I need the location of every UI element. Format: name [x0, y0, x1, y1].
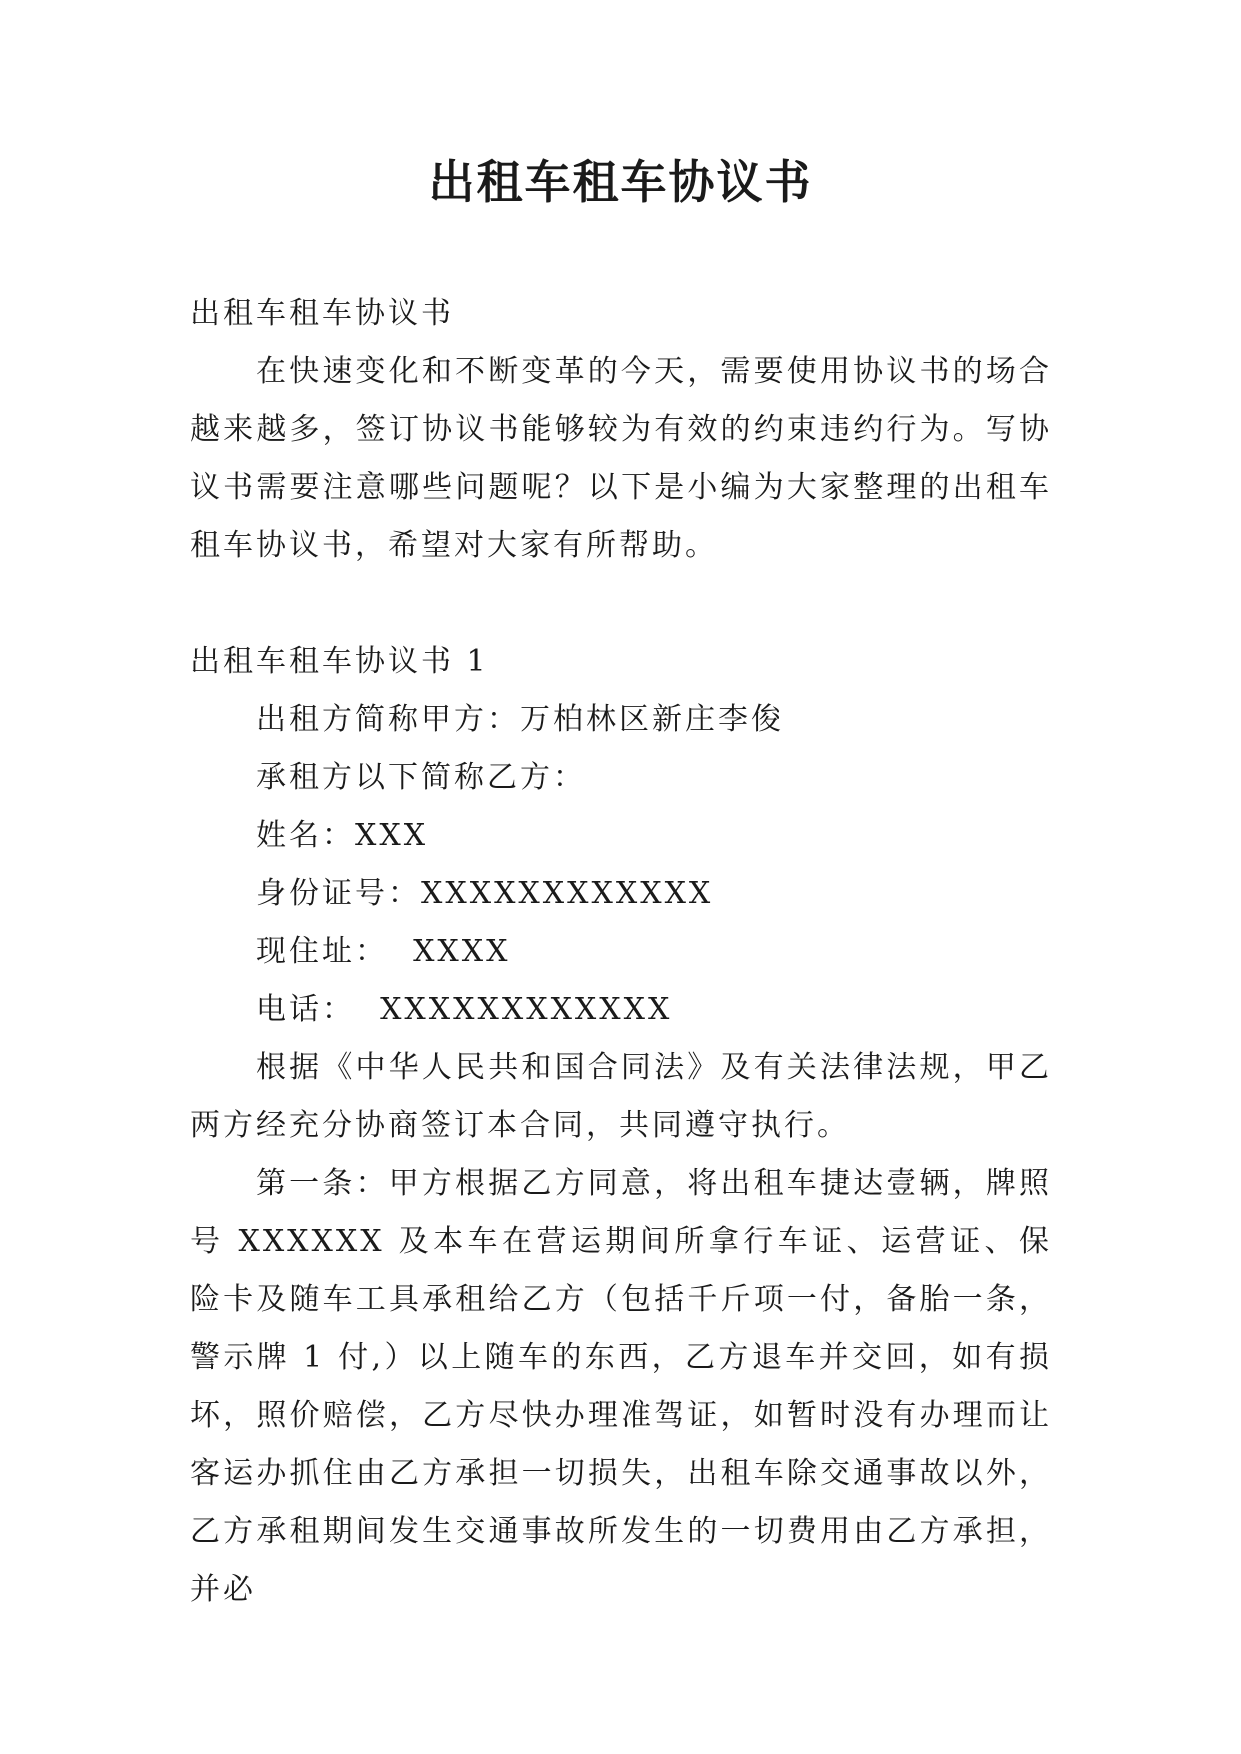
address-line: 现住址： XXXX — [256, 934, 511, 969]
document-title: 出租车租车协议书 — [428, 155, 813, 209]
intro-paragraph: 在快速变化和不断变革的今天，需要使用协议书的场合越来越多，签订协议书能够较为有效的约束违约行为。写协议书需要注意哪些问题呢？以下是小编为大家整理的出租车租车协议书，希望对大家有所帮助。 — [190, 354, 1052, 563]
legal-basis-paragraph: 根据《中华人民共和国合同法》及有关法律法规，甲乙两方经充分协商签订本合同，共同遵守执行。 — [190, 1050, 1052, 1143]
section-heading: 出租车租车协议书 1 — [190, 644, 489, 679]
party-a-line: 出租方简称甲方：万柏林区新庄李俊 — [256, 702, 784, 737]
id-number-line: 身份证号：XXXXXXXXXXXX — [256, 876, 714, 911]
name-line: 姓名：XXX — [256, 818, 429, 853]
phone-line: 电话： XXXXXXXXXXXX — [256, 992, 673, 1027]
document-heading: 出租车租车协议书 — [190, 296, 454, 331]
article-1-paragraph: 第一条：甲方根据乙方同意，将出租车捷达壹辆，牌照号 XXXXXX 及本车在营运期间所拿行车证、运营证、保险卡及随车工具承租给乙方（包括千斤项一付，备胎一条，警示牌 1 付,）以上随车的东西，乙方退车并交回，如有损坏，照价赔偿，乙方尽快办理准驾证，如暂时没有办理而让客运办抓住由乙方承担一切损失，出租车除交通事故以外，乙方承租期间发生交通事故所发生的一切费用由乙方承担，并必 — [190, 1166, 1052, 1607]
party-b-line: 承租方以下简称乙方： — [256, 760, 586, 795]
paragraph-spacer — [190, 575, 1052, 633]
document-body — [190, 285, 1052, 1619]
